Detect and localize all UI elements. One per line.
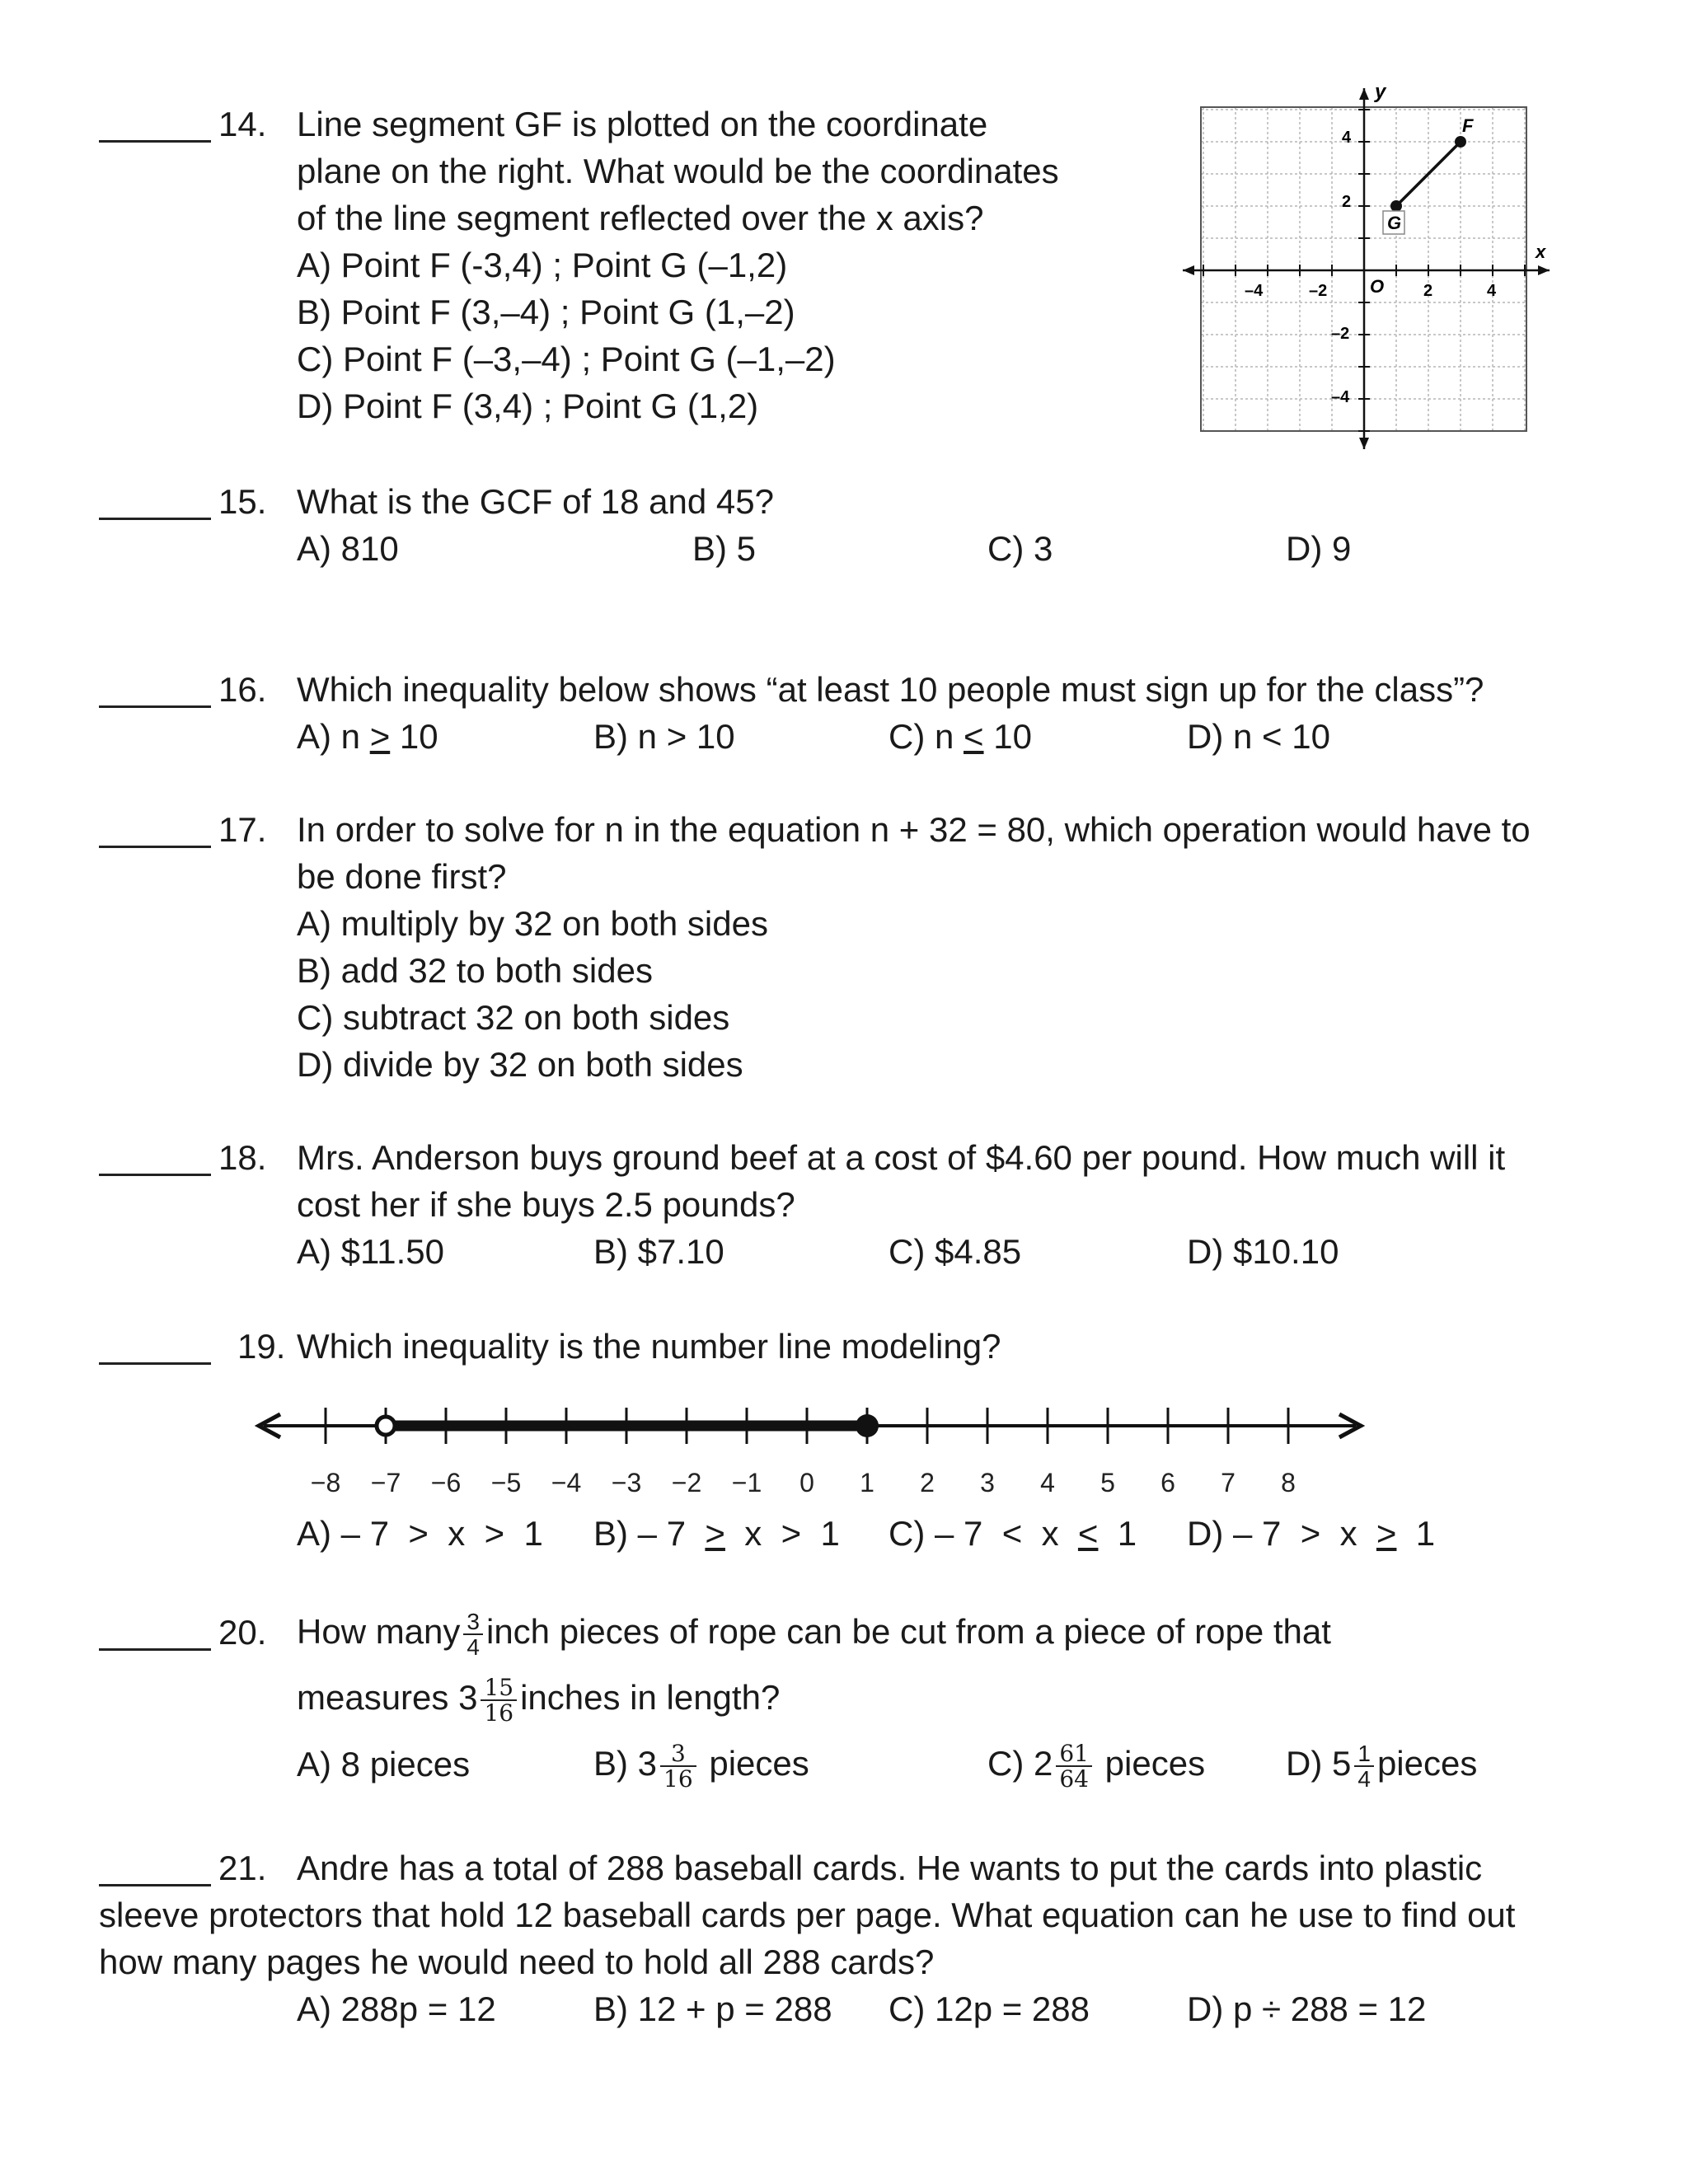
point-f-label: F — [1462, 115, 1474, 136]
fraction-61-64: $\frac{61}{64}$ — [1056, 1741, 1092, 1792]
x-axis-label: x — [1536, 241, 1546, 262]
number-line-label: 5 — [1100, 1468, 1115, 1497]
choice-16b: B) n > 10 — [593, 717, 735, 756]
choice-14c: C) Point F (–3,–4) ; Point G (–1,–2) — [297, 340, 836, 378]
choice-18b: B) $7.10 — [593, 1232, 724, 1271]
y-axis-arrow-up — [1359, 88, 1369, 100]
coordinate-plane — [1179, 78, 1558, 457]
point-f — [1455, 136, 1466, 148]
number-line-label: 7 — [1221, 1468, 1236, 1497]
number-line-label: −7 — [370, 1468, 401, 1497]
fraction-15-16: $\frac{15}{16}$ — [481, 1675, 517, 1726]
x-tick-label-neg2: –2 — [1309, 282, 1328, 300]
question-21-line-3: how many pages he would need to hold all 288 cards? — [99, 1943, 935, 1981]
number-line-label: −6 — [430, 1468, 462, 1497]
question-15-text: What is the GCF of 18 and 45? — [297, 482, 774, 521]
point-g-label: G — [1387, 213, 1402, 233]
answer-blank-21[interactable] — [99, 1884, 211, 1886]
question-number-19: 19. — [237, 1327, 286, 1366]
choice-19a: A) – 7 > x > 1 — [297, 1514, 543, 1553]
answer-blank-19[interactable] — [99, 1362, 211, 1365]
choice-20a: A) 8 pieces — [297, 1745, 471, 1783]
choice-21c: C) 12p = 288 — [889, 1990, 1090, 2028]
question-21-line-1: Andre has a total of 288 baseball cards. He wants to put the cards into plastic — [297, 1849, 1483, 1887]
number-line-label: −4 — [551, 1468, 582, 1497]
choice-20b: B) 3 $\frac{3}{16}$ pieces — [593, 1739, 809, 1793]
x-tick-label-4: 4 — [1487, 282, 1497, 300]
x-axis-arrow-left — [1183, 265, 1194, 275]
x-axis-arrow-right — [1538, 265, 1550, 275]
choice-14d: D) Point F (3,4) ; Point G (1,2) — [297, 387, 759, 425]
number-line-label: −5 — [490, 1468, 522, 1497]
fraction-3-4: $\frac{3}{4}$ — [463, 1610, 483, 1660]
question-20-line-2: measures 3 $\frac{15}{16}$ inches in length? — [297, 1673, 781, 1727]
choice-19d: D) – 7 > x > 1 — [1187, 1514, 1436, 1553]
choice-15b: B) 5 — [692, 529, 757, 568]
choice-21a: A) 288p = 12 — [297, 1990, 496, 2028]
choice-19c: C) – 7 < x < 1 — [889, 1514, 1137, 1553]
choice-18a: A) $11.50 — [297, 1232, 445, 1271]
answer-blank-17[interactable] — [99, 846, 211, 848]
choice-15c: C) 3 — [987, 529, 1053, 568]
answer-blank-20[interactable] — [99, 1648, 211, 1651]
closed-circle-point — [856, 1414, 879, 1437]
question-18-line-1: Mrs. Anderson buys ground beef at a cost of $4.60 per pound. How much will it — [297, 1138, 1506, 1177]
choice-21b: B) 12 + p = 288 — [593, 1990, 832, 2028]
number-line-label: −1 — [731, 1468, 762, 1497]
fraction-1-4: $\frac{1}{4}$ — [1354, 1741, 1374, 1792]
y-tick-label-neg4: –4 — [1331, 388, 1350, 406]
choice-17a: A) multiply by 32 on both sides — [297, 904, 768, 943]
number-line-label: 1 — [860, 1468, 874, 1497]
open-circle-point — [377, 1417, 395, 1435]
y-tick-label-neg2: –2 — [1331, 325, 1350, 343]
number-line-label: 8 — [1281, 1468, 1296, 1497]
number-line-label: −3 — [611, 1468, 642, 1497]
choice-16c: C) n < 10 — [889, 717, 1032, 756]
choice-18d: D) $10.10 — [1187, 1232, 1339, 1271]
number-line-label: 0 — [799, 1468, 814, 1497]
y-tick-label-4: 4 — [1342, 129, 1352, 147]
question-number-17: 17. — [218, 810, 267, 849]
choice-18c: C) $4.85 — [889, 1232, 1022, 1271]
choice-20d: D) 5 $\frac{1}{4}$ pieces — [1286, 1740, 1478, 1792]
y-axis-label: y — [1375, 81, 1386, 103]
choice-14b: B) Point F (3,–4) ; Point G (1,–2) — [297, 293, 795, 331]
number-line-label: 2 — [920, 1468, 935, 1497]
answer-blank-18[interactable] — [99, 1174, 211, 1176]
number-line-label: −8 — [310, 1468, 341, 1497]
choice-15a: A) 810 — [297, 529, 399, 568]
x-tick-label-neg4: –4 — [1245, 282, 1264, 300]
choice-16a: A) n > 10 — [297, 717, 438, 756]
question-number-16: 16. — [218, 670, 267, 709]
y-tick-label-2: 2 — [1342, 193, 1352, 211]
choice-17d: D) divide by 32 on both sides — [297, 1045, 743, 1084]
choice-17b: B) add 32 to both sides — [297, 951, 653, 990]
question-21-line-2: sleeve protectors that hold 12 baseball cards per page. What equation can he use to find out — [99, 1896, 1516, 1934]
question-18-line-2: cost her if she buys 2.5 pounds? — [297, 1185, 795, 1224]
question-14-line-2: plane on the right. What would be the coordinates — [297, 152, 1059, 190]
answer-blank-14[interactable] — [99, 140, 211, 143]
question-14-line-3: of the line segment reflected over the x axis? — [297, 199, 984, 237]
number-line-labels — [311, 1468, 1296, 1497]
question-16-text: Which inequality below shows “at least 10 people must sign up for the class”? — [297, 670, 1484, 709]
origin-label: O — [1370, 276, 1385, 297]
choice-14a: A) Point F (-3,4) ; Point G (–1,2) — [297, 246, 788, 284]
number-line-label: 6 — [1160, 1468, 1175, 1497]
x-tick-label-2: 2 — [1423, 282, 1433, 300]
choice-17c: C) subtract 32 on both sides — [297, 998, 730, 1037]
question-number-21: 21. — [218, 1849, 267, 1887]
point-g — [1390, 200, 1402, 212]
question-20-line-1: How many $\frac{3}{4}$ inch pieces of rope can be cut from a piece of rope that — [297, 1608, 1331, 1660]
question-number-15: 15. — [218, 482, 267, 521]
question-number-18: 18. — [218, 1138, 267, 1177]
choice-21d: D) p ÷ 288 = 12 — [1187, 1990, 1427, 2028]
answer-blank-16[interactable] — [99, 705, 211, 708]
fraction-3-16: $\frac{3}{16}$ — [660, 1741, 696, 1792]
question-14-line-1: Line segment GF is plotted on the coordinate — [297, 105, 988, 143]
question-number-14: 14. — [218, 105, 267, 143]
y-axis-arrow-down — [1359, 438, 1369, 449]
number-line — [247, 1393, 1376, 1500]
choice-19b: B) – 7 > x > 1 — [593, 1514, 840, 1553]
question-number-20: 20. — [218, 1613, 267, 1652]
answer-blank-15[interactable] — [99, 518, 211, 520]
question-19-text: Which inequality is the number line modeling? — [297, 1327, 1001, 1366]
question-17-line-2: be done first? — [297, 857, 507, 896]
choice-15d: D) 9 — [1286, 529, 1352, 568]
choice-20c: C) 2 $\frac{61}{64}$ pieces — [987, 1739, 1206, 1793]
number-line-label: −2 — [671, 1468, 702, 1497]
number-line-label: 3 — [980, 1468, 995, 1497]
number-line-label: 4 — [1040, 1468, 1055, 1497]
question-17-line-1: In order to solve for n in the equation n + 32 = 80, which operation would have to — [297, 810, 1531, 849]
choice-16d: D) n < 10 — [1187, 717, 1330, 756]
